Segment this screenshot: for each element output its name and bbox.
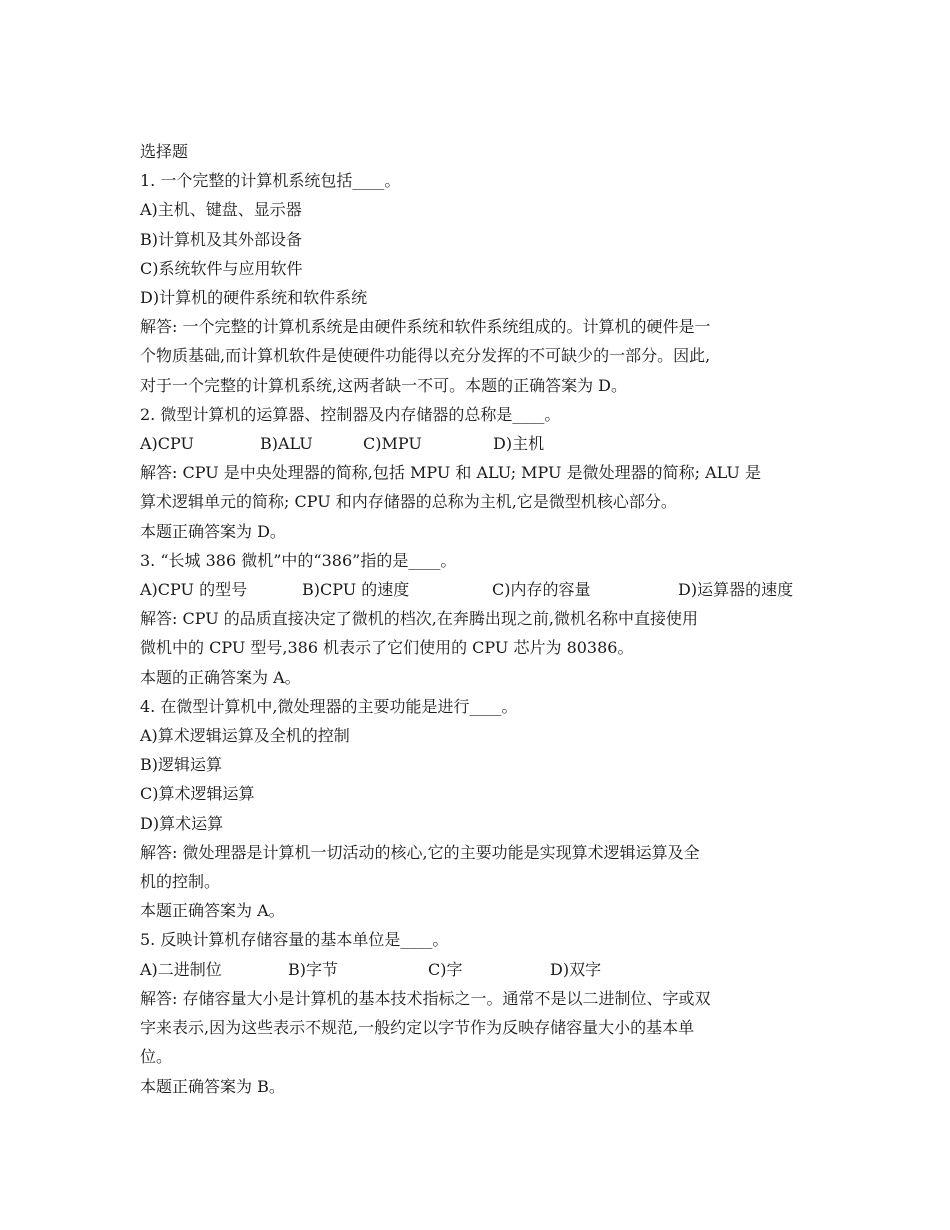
question-3-answer-line: 解答: CPU 的品质直接决定了微机的档次,在奔腾出现之前,微机名称中直接使用 <box>140 609 698 629</box>
question-5-answer-line: 字来表示,因为这些表示不规范,一般约定以字节作为反映存储容量大小的基本单 <box>140 1018 695 1038</box>
question-1: 1. 一个完整的计算机系统包括____。 <box>140 171 401 191</box>
question-3-answer-line: 微机中的 CPU 型号,386 机表示了它们使用的 CPU 芯片为 80386。 <box>140 638 634 658</box>
question-2-answer-line: 算术逻辑单元的简称; CPU 和内存储器的总称为主机,它是微型机核心部分。 <box>140 492 677 512</box>
question-3-option-d: D)运算器的速度 <box>678 580 794 600</box>
question-1-answer-line: 个物质基础,而计算机软件是使硬件功能得以充分发挥的不可缺少的一部分。因此, <box>140 346 711 366</box>
question-3-option-c: C)内存的容量 <box>492 580 591 600</box>
question-4-answer-line: 解答: 微处理器是计算机一切活动的核心,它的主要功能是实现算术逻辑运算及全 <box>140 842 700 862</box>
question-2-options <box>140 429 830 458</box>
question-4-option-a: A)算术逻辑运算及全机的控制 <box>140 726 350 746</box>
question-4-answer-line: 本题正确答案为 A。 <box>140 901 285 921</box>
question-5-option-c: C)字 <box>428 959 463 979</box>
question-3-option-a: A)CPU 的型号 <box>140 580 248 600</box>
question-2-option-a: A)CPU <box>140 434 195 454</box>
question-4-option-c: C)算术逻辑运算 <box>140 784 255 804</box>
question-1-option-c: C)系统软件与应用软件 <box>140 258 303 278</box>
question-1-option-b: B)计算机及其外部设备 <box>140 229 303 249</box>
question-2-option-b: B)ALU <box>260 434 313 454</box>
question-1-answer-line: 对于一个完整的计算机系统,这两者缺一不可。本题的正确答案为 D。 <box>140 375 628 395</box>
question-2-option-c: C)MPU <box>363 434 422 454</box>
question-1-option-a: A)主机、键盘、显示器 <box>140 200 302 220</box>
question-4-option-b: B)逻辑运算 <box>140 755 223 775</box>
question-4-answer-line: 机的控制。 <box>140 872 221 892</box>
question-2-answer-line: 解答: CPU 是中央处理器的简称,包括 MPU 和 ALU; MPU 是微处理器的简称; ALU 是 <box>140 463 761 483</box>
question-5-option-b: B)字节 <box>288 959 339 979</box>
question-5-options <box>140 955 830 984</box>
question-3: 3. “长城 386 微机”中的“386”指的是____。 <box>140 550 457 570</box>
question-3-options <box>140 575 830 604</box>
question-3-option-b: B)CPU 的速度 <box>302 580 410 600</box>
question-5-answer-line: 解答: 存储容量大小是计算机的基本技术指标之一。通常不是以二进制位、字或双 <box>140 988 711 1008</box>
question-1-answer-line: 解答: 一个完整的计算机系统是由硬件系统和软件系统组成的。计算机的硬件是一 <box>140 317 711 337</box>
question-2-answer-line: 本题正确答案为 D。 <box>140 521 286 541</box>
question-5: 5. 反映计算机存储容量的基本单位是____。 <box>140 930 449 950</box>
section-title: 选择题 <box>140 142 189 161</box>
question-5-answer-line: 位。 <box>140 1047 173 1067</box>
question-4: 4. 在微型计算机中,微处理器的主要功能是进行____。 <box>140 696 518 716</box>
question-5-option-d: D)双字 <box>550 959 602 979</box>
question-5-answer-line: 本题正确答案为 B。 <box>140 1076 285 1096</box>
question-3-answer-line: 本题的正确答案为 A。 <box>140 667 301 687</box>
question-2: 2. 微型计算机的运算器、控制器及内存储器的总称是____。 <box>140 404 561 424</box>
question-5-option-a: A)二进制位 <box>140 959 222 979</box>
question-2-option-d: D)主机 <box>493 434 545 454</box>
question-4-option-d: D)算术运算 <box>140 813 224 833</box>
question-1-option-d: D)计算机的硬件系统和软件系统 <box>140 288 368 308</box>
